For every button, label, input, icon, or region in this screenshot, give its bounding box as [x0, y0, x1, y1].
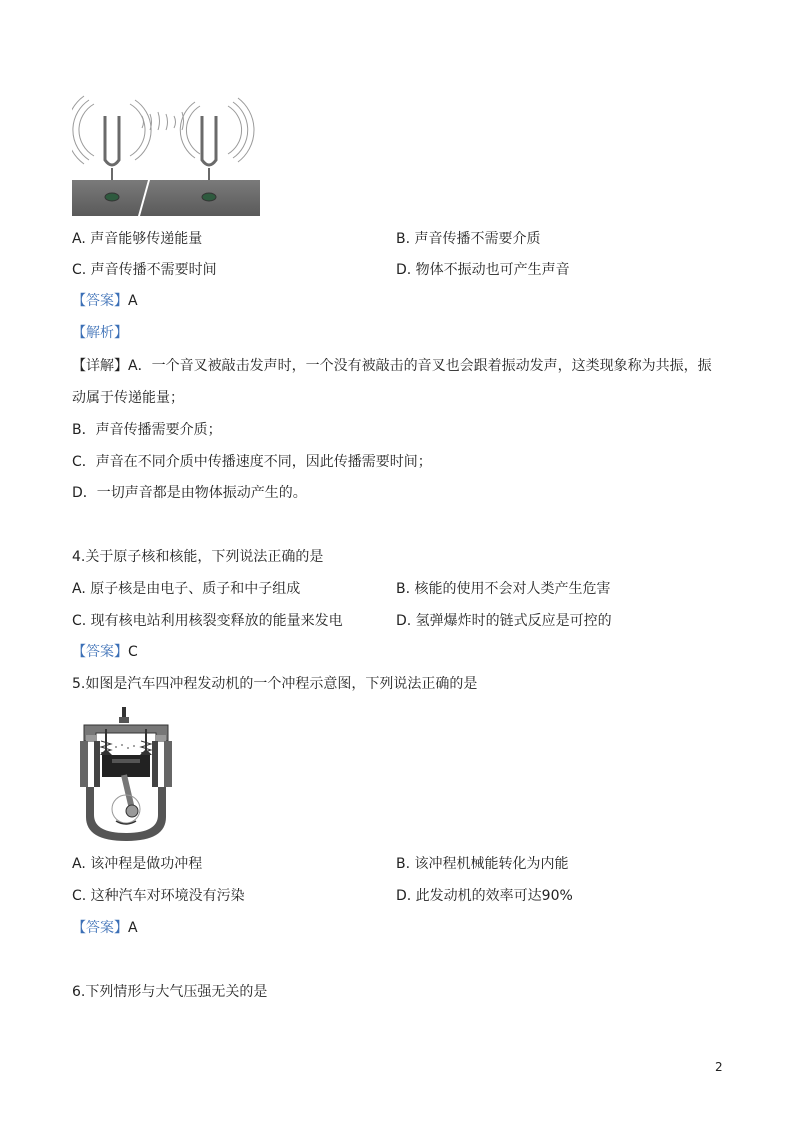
q4-option-d: D. 氢弹爆炸时的链式反应是可控的 [396, 613, 612, 629]
q5-answer [72, 919, 138, 937]
detail-text: A．一个音叉被敲击发声时，一个没有被敲击的音叉也会跟着振动发声，这类现象称为共振，振 [128, 358, 712, 374]
answer-tag: 【答案】 [72, 293, 128, 309]
q3-option-a: A. 声音能够传递能量 [72, 231, 203, 247]
engine-stroke-figure [76, 705, 176, 845]
q3-answer [72, 292, 138, 310]
q6-stem: 6.下列情形与大气压强无关的是 [72, 984, 268, 1000]
q3-detail-line2: 动属于传递能量； [72, 390, 184, 406]
q3-analysis-tag: 【解析】 [72, 325, 128, 341]
q4-option-b: B. 核能的使用不会对人类产生危害 [396, 581, 611, 597]
q3-detail-c: C．声音在不同介质中传播速度不同，因此传播需要时间； [72, 454, 432, 470]
answer-tag: 【答案】 [72, 644, 128, 660]
q5-stem: 5.如图是汽车四冲程发动机的一个冲程示意图，下列说法正确的是 [72, 676, 478, 692]
answer-value: A [128, 920, 138, 936]
tuning-fork-figure [72, 94, 260, 218]
q4-answer [72, 643, 138, 661]
q4-option-c: C. 现有核电站利用核裂变释放的能量来发电 [72, 613, 343, 629]
q3-detail-b: B．声音传播需要介质； [72, 422, 222, 438]
answer-value: C [128, 644, 138, 660]
q5-option-c: C. 这种汽车对环境没有污染 [72, 888, 245, 904]
q3-detail-line1 [72, 357, 712, 375]
q5-option-d: D. 此发动机的效率可达90% [396, 888, 573, 904]
page-number: 2 [715, 1060, 723, 1074]
q3-option-d: D. 物体不振动也可产生声音 [396, 262, 570, 278]
q5-option-b: B. 该冲程机械能转化为内能 [396, 856, 569, 872]
answer-tag: 【答案】 [72, 920, 128, 936]
q3-detail-d: D．一切声音都是由物体振动产生的。 [72, 485, 307, 501]
answer-value: A [128, 293, 138, 309]
q3-option-b: B. 声音传播不需要介质 [396, 231, 541, 247]
q5-option-a: A. 该冲程是做功冲程 [72, 856, 203, 872]
detail-tag: 【详解】 [72, 358, 128, 374]
q4-option-a: A. 原子核是由电子、质子和中子组成 [72, 581, 301, 597]
q4-stem: 4.关于原子核和核能，下列说法正确的是 [72, 549, 324, 565]
q3-option-c: C. 声音传播不需要时间 [72, 262, 217, 278]
